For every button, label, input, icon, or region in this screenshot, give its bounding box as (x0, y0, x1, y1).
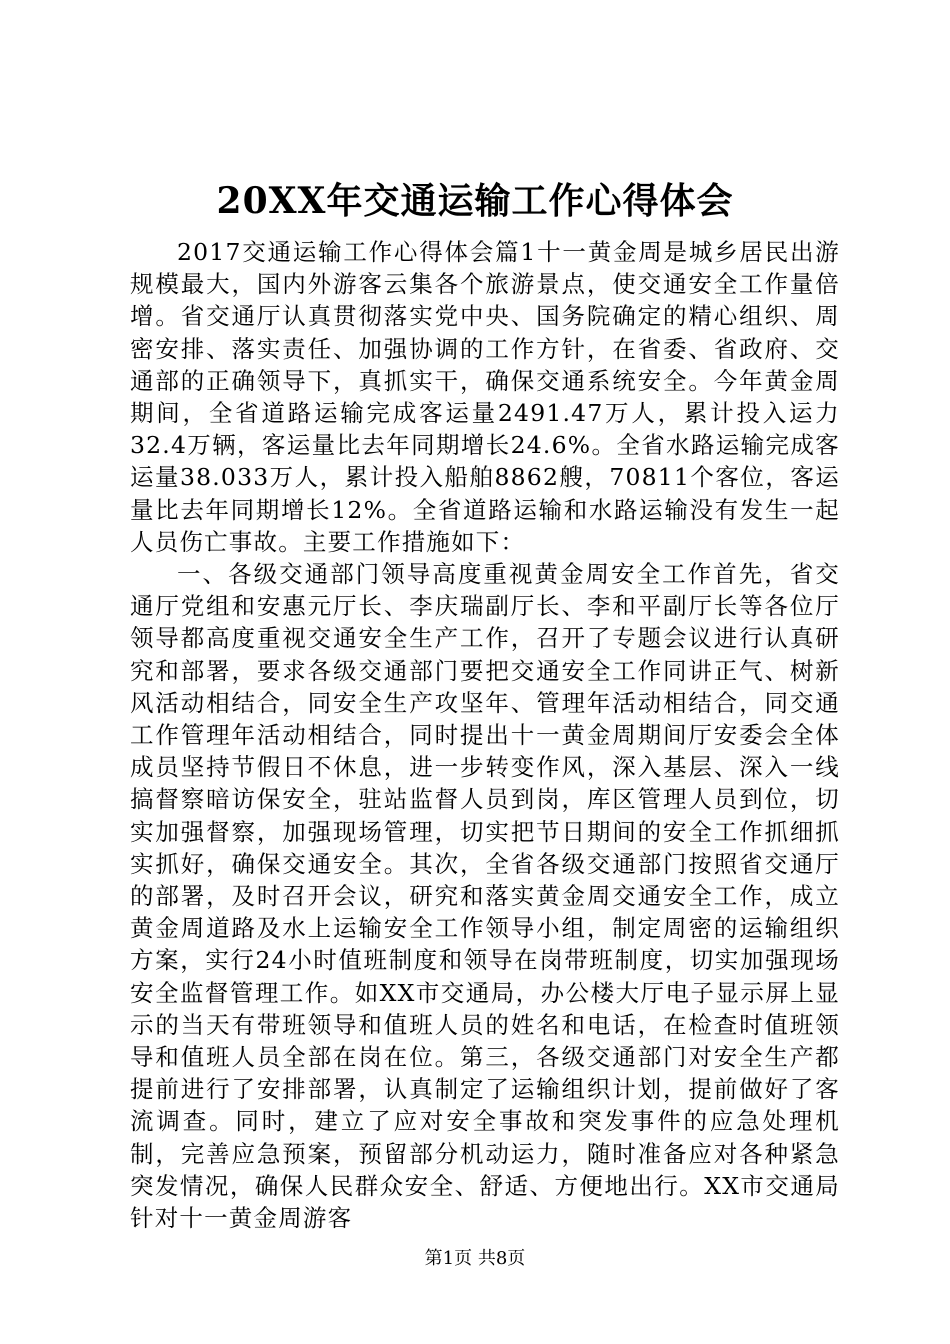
page-number: 第1页 共8页 (424, 1248, 526, 1269)
paragraph-intro: 2017交通运输工作心得体会篇1十一黄金周是城乡居民出游规模最大，国内外游客云集各个旅游景点，使交通安全工作量倍增。省交通厅认真贯彻落实党中央、国务院确定的精心组织、周密安排、落实责任、加强协调的工作方针，在省委、省政府、交通部的正确领导下，真抓实干，确保交通系统安全。今年黄金周期间，全省道路运输完成客运量2491.47万人，累计投入运力32.4万辆，客运量比去年同期增长24.6%。全省水路运输完成客运量38.033万人，累计投入船舶8862艘，70811个客位，客运量比去年同期增长12%。全省道路运输和水路运输没有发生一起人员伤亡事故。主要工作措施如下： (130, 238, 840, 556)
paragraph-measures: 一、各级交通部门领导高度重视黄金周安全工作首先，省交通厅党组和安惠元厅长、李庆瑞副厅长、李和平副厅长等各位厅领导都高度重视交通安全生产工作，召开了专题会议进行认真研究和部署，要求各级交通部门要把交通安全工作同讲正气、树新风活动相结合，同安全生产攻坚年、管理年活动相结合，同交通工作管理年活动相结合，同时提出十一黄金周期间厅安委会全体成员坚持节假日不休息，进一步转变作风，深入基层、深入一线搞督察暗访保安全，驻站监督人员到岗，库区管理人员到位，切实加强督察，加强现场管理，切实把节日期间的安全工作抓细抓实抓好，确保交通安全。其次，全省各级交通部门按照省交通厅的部署，及时召开会议，研究和落实黄金周交通安全工作，成立黄金周道路及水上运输安全工作领导小组，制定周密的运输组织方案，实行24小时值班制度和领导在岗带班制度，切实加强现场安全监督管理工作。如XX市交通局，办公楼大厅电子显示屏上显示的当天有带班领导和值班人员的姓名和电话，在检查时值班领导和值班人员全部在岗在位。第三，各级交通部门对安全生产都提前进行了安排部署，认真制定了运输组织计划，提前做好了客流调查。同时，建立了应对安全事故和突发事件的应急处理机制，完善应急预案，预留部分机动运力，随时准备应对各种紧急突发情况，确保人民群众安全、舒适、方便地出行。XX市交通局针对十一黄金周游客 (130, 560, 840, 1233)
document-title: 20XX年交通运输工作心得体会 (216, 180, 734, 222)
document-body (130, 236, 840, 1234)
